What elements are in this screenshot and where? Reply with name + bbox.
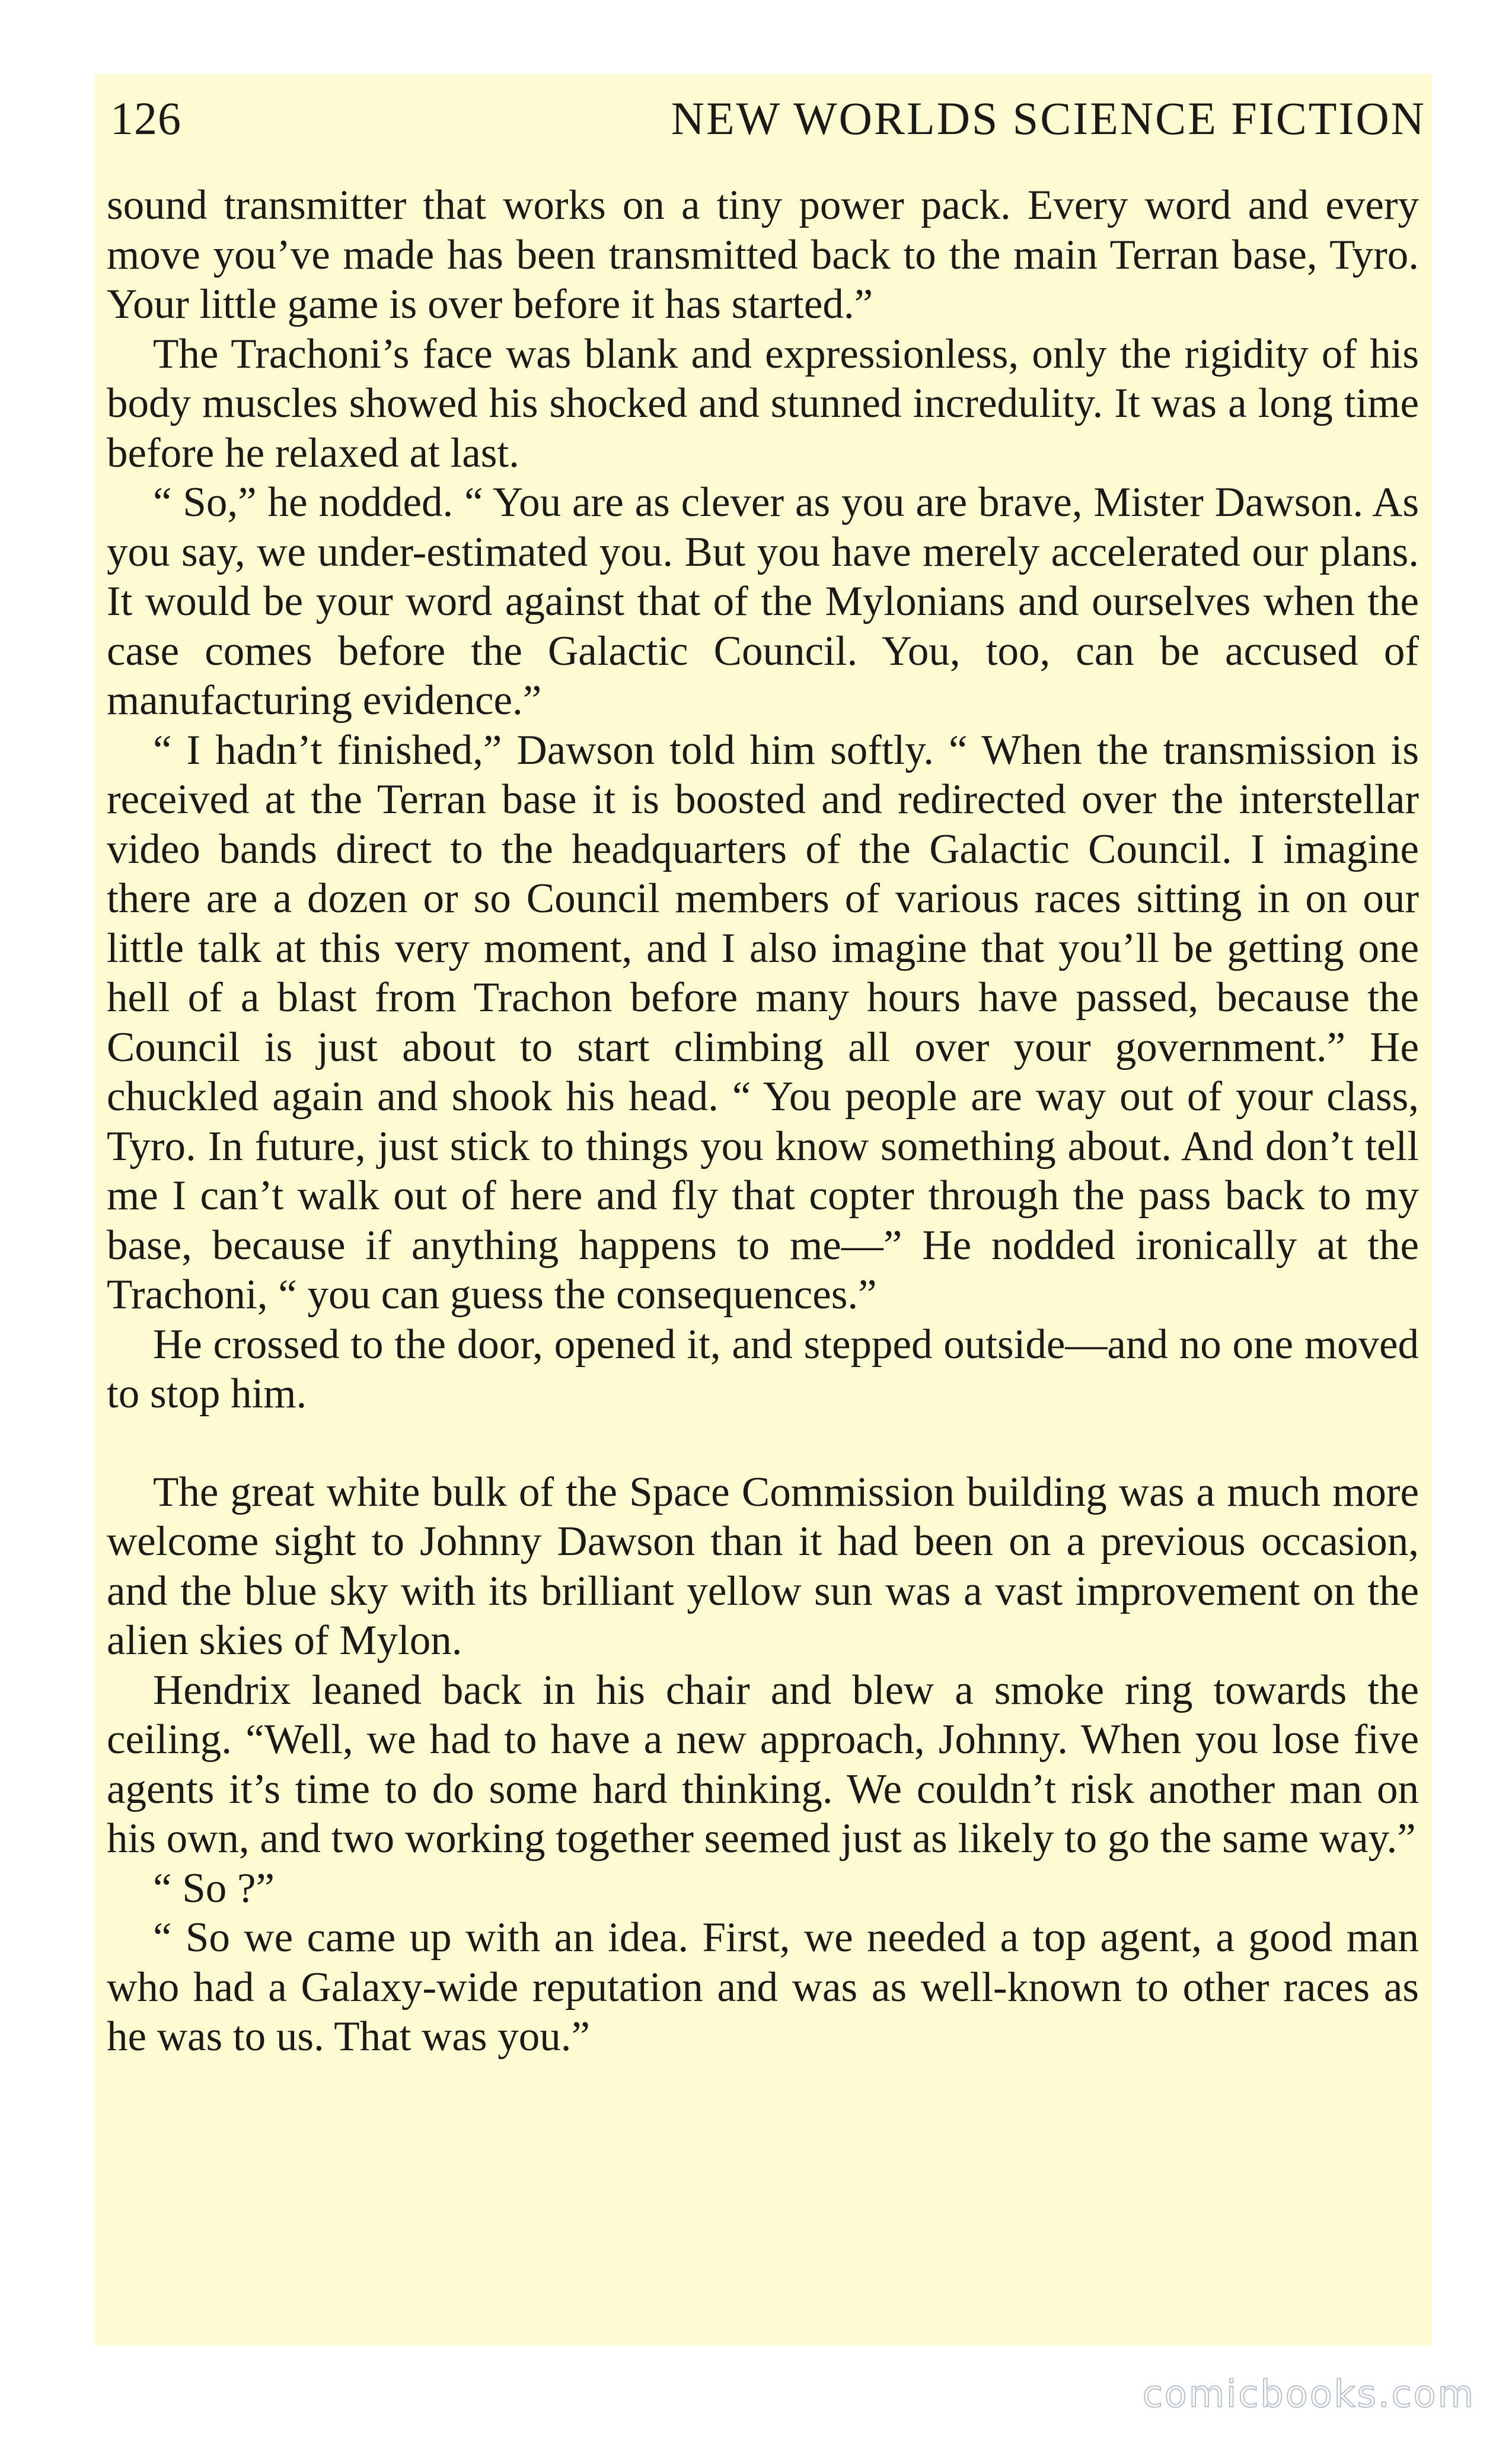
paragraph: He crossed to the door, opened it, and stepped outside—and no one moved to stop him. xyxy=(107,1321,1419,1417)
paragraph: “ I hadn’t finished,” Dawson told him softly. “ When the transmission is received at the Terran base it is boosted and redirected over the interstellar video bands direct to the headquarters of the Galactic Council. I imagine there are a dozen or so Council members of various races sitting in on our little talk at this very moment, and I also imagine that you’ll be getting one hell of a blast from Trachon before many hours have passed, because the Council is just about to start climbing all over your government.” He chuckled again and shook his head. “ You people are way out of your class, Tyro. In future, just stick to things you know something about. And don’t tell me I can’t walk out of here and fly that copter through the pass back to my base, because if anything happens to me—” He nodded ironically at the Trachoni, “ you can guess the consequences.” xyxy=(107,727,1419,1318)
page-header xyxy=(110,86,1426,151)
paragraph: The Trachoni’s face was blank and expressionless, only the rigidity of his body muscles showed his shocked and stunned incredulity. It was a long time before he relaxed at last. xyxy=(107,330,1419,476)
story-text xyxy=(107,181,1419,2062)
paragraph: “ So we came up with an idea. First, we needed a top agent, a good man who had a Galaxy-wide reputation and was as well-known to other races as he was to us. That was you.” xyxy=(107,1914,1419,2060)
paragraph: Hendrix leaned back in his chair and blew a smoke ring towards the ceiling. “Well, we had to have a new approach, Johnny. When you lose five agents it’s time to do some hard thinking. We couldn’t risk another man on his own, and two working together seemed just as likely to go the same way.” xyxy=(107,1667,1419,1862)
paragraph: “ So ?” xyxy=(153,1865,275,1911)
paragraph: “ So,” he nodded. “ You are as clever as you are brave, Mister Dawson. As you say, we under-estimated you. But you have merely accelerated our plans. It would be your word against that of the Mylonians and ourselves when the case comes before the Galactic Council. You, too, can be accused of manufacturing evidence.” xyxy=(107,479,1419,724)
running-title: NEW WORLDS SCIENCE FICTION xyxy=(671,93,1426,144)
page-number: 126 xyxy=(110,93,181,144)
paragraph: The great white bulk of the Space Commission building was a much more welcome sight to Johnny Dawson than it had been on a previous occasion, and the blue sky with its brilliant yellow sun was a vast improvement on the alien skies of Mylon. xyxy=(107,1468,1419,1664)
book-page xyxy=(95,74,1432,2346)
watermark: comicbooks.com xyxy=(1142,2372,1475,2416)
paragraph: sound transmitter that works on a tiny power pack. Every word and every move you’ve made has been transmitted back to the main Terran base, Tyro. Your little game is over before it has started.” xyxy=(107,182,1419,327)
